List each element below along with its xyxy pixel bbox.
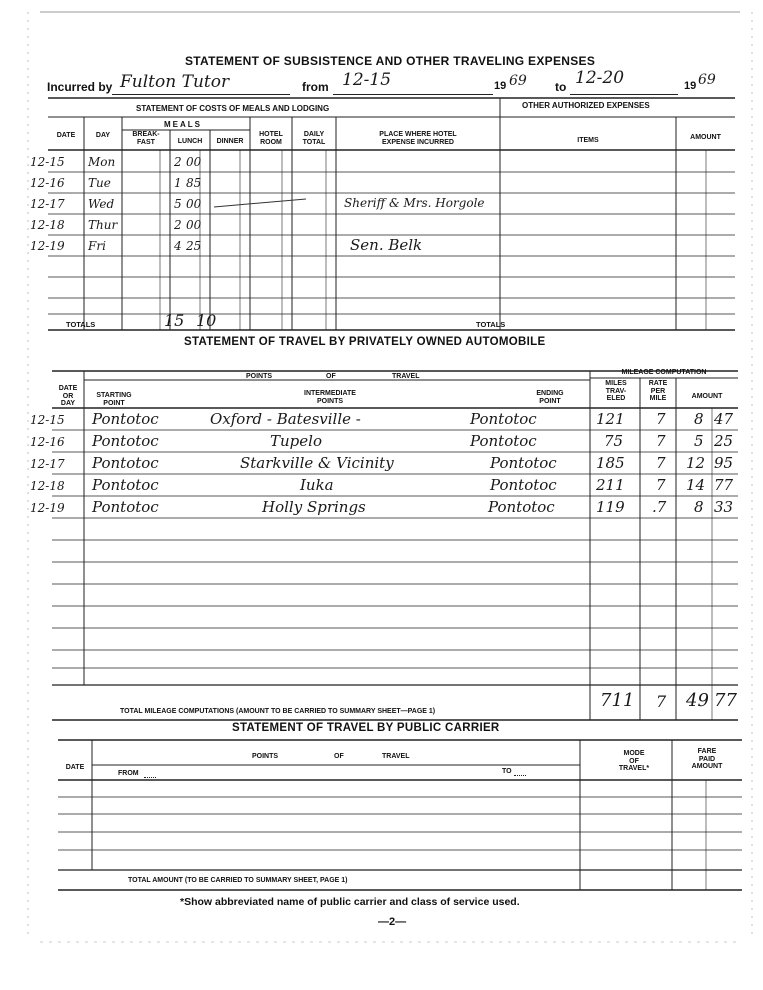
auto-total-label: TOTAL MILEAGE COMPUTATIONS (AMOUNT TO BE CARRIED TO SUMMARY SHEET—PAGE 1) — [120, 708, 436, 715]
auto-row-4-rate[interactable]: 7 — [656, 476, 666, 494]
carrier-section-title: STATEMENT OF TRAVEL BY PUBLIC CARRIER — [232, 722, 500, 734]
meal-row-5-day[interactable]: Fri — [88, 239, 106, 253]
col-daily-total-header: DAILY TOTAL — [302, 131, 326, 146]
auto-col-end-header: ENDING POINT — [536, 390, 564, 405]
meal-row-1-lunch-cents[interactable]: 00 — [186, 155, 202, 169]
auto-row-1-intermediate[interactable]: Oxford - Batesville - — [210, 410, 361, 428]
auto-row-5-miles[interactable]: 119 — [596, 498, 625, 516]
meal-row-3-lunch-cents[interactable]: 00 — [186, 197, 202, 211]
auto-row-1-end[interactable]: Pontotoc — [470, 410, 537, 428]
col-items-header: ITEMS — [577, 137, 599, 144]
col-lunch-header: LUNCH — [177, 138, 203, 145]
meal-row-1-lunch-dollars[interactable]: 2 — [174, 155, 182, 169]
col-dinner-header: DINNER — [216, 138, 244, 145]
mileage-computation-header: MILEAGE COMPUTATION — [621, 369, 707, 376]
auto-row-5-start[interactable]: Pontotoc — [92, 498, 159, 516]
auto-row-1-amount-cents[interactable]: 47 — [714, 410, 734, 428]
from-label: from — [302, 80, 329, 94]
auto-row-2-amount-cents[interactable]: 25 — [714, 432, 734, 450]
auto-row-4-date[interactable]: 12-18 — [30, 479, 65, 493]
col-date-header: DATE — [56, 132, 76, 139]
auto-points-label: POINTS — [246, 373, 273, 380]
auto-col-rate-header: RATE PER MILE — [648, 380, 668, 402]
carrier-total-label: TOTAL AMOUNT (TO BE CARRIED TO SUMMARY SHEET, PAGE 1) — [128, 877, 348, 884]
carrier-travel-label: TRAVEL — [382, 753, 410, 760]
auto-row-2-date[interactable]: 12-16 — [30, 435, 65, 449]
meal-row-5-lunch-dollars[interactable]: 4 — [174, 239, 182, 253]
auto-row-4-end[interactable]: Pontotoc — [490, 476, 557, 494]
other-totals-label: TOTALS — [476, 320, 506, 329]
meal-row-4-lunch-cents[interactable]: 00 — [186, 218, 202, 232]
auto-row-3-intermediate[interactable]: Starkville & Vicinity — [240, 454, 394, 472]
auto-of-label: OF — [326, 373, 336, 380]
meal-row-3-place[interactable]: Sheriff & Mrs. Horgole — [344, 196, 485, 210]
auto-row-5-end[interactable]: Pontotoc — [488, 498, 555, 516]
col-hotel-header: HOTEL ROOM — [259, 131, 283, 146]
footer-note: *Show abbreviated name of public carrier and class of service used. — [180, 896, 520, 908]
col-amount-header: AMOUNT — [690, 134, 721, 141]
meal-row-4-lunch-dollars[interactable]: 2 — [174, 218, 182, 232]
auto-row-2-rate[interactable]: 7 — [656, 432, 666, 450]
auto-total-rate[interactable]: 7 — [656, 692, 667, 711]
from-date-value[interactable]: 12-15 — [342, 70, 392, 90]
meals-section-title: STATEMENT OF COSTS OF MEALS AND LODGING — [136, 104, 330, 113]
auto-col-date-header: DATE OR DAY — [58, 385, 78, 407]
auto-total-miles[interactable]: 711 — [600, 690, 635, 711]
meal-row-4-day[interactable]: Thur — [88, 218, 118, 232]
auto-row-2-start[interactable]: Pontotoc — [92, 432, 159, 450]
col-day-header: DAY — [95, 132, 111, 139]
to-label: to — [555, 80, 567, 94]
auto-row-4-miles[interactable]: 211 — [596, 476, 625, 494]
to-year-value[interactable]: 69 — [698, 72, 716, 88]
meal-row-2-lunch-dollars[interactable]: 1 — [174, 176, 182, 190]
carrier-points-label: POINTS — [252, 753, 279, 760]
page-number: —2— — [378, 916, 407, 928]
auto-row-5-date[interactable]: 12-19 — [30, 501, 65, 515]
meals-totals-label: TOTALS — [66, 320, 96, 329]
auto-row-5-amount-dollars[interactable]: 8 — [694, 498, 704, 516]
to-date-value[interactable]: 12-20 — [575, 68, 625, 88]
auto-row-4-start[interactable]: Pontotoc — [92, 476, 159, 494]
auto-row-3-amount-dollars[interactable]: 12 — [686, 454, 706, 472]
auto-travel-label: TRAVEL — [392, 373, 420, 380]
meal-row-5-place[interactable]: Sen. Belk — [350, 236, 423, 254]
auto-row-1-miles[interactable]: 121 — [596, 410, 625, 428]
incurred-by-value[interactable]: Fulton Tutor — [120, 72, 230, 92]
auto-row-1-rate[interactable]: 7 — [656, 410, 666, 428]
carrier-col-mode-header: MODE OF TRAVEL* — [618, 750, 650, 772]
incurred-by-label: Incurred by — [47, 80, 113, 94]
to-year-prefix: 19 — [684, 80, 697, 92]
meal-row-3-day[interactable]: Wed — [88, 197, 115, 211]
auto-row-3-rate[interactable]: 7 — [656, 454, 666, 472]
auto-col-amount-header: AMOUNT — [691, 393, 723, 400]
meal-row-3-date[interactable]: 12-17 — [30, 197, 65, 211]
carrier-col-date-header: DATE — [65, 764, 85, 771]
carrier-from-label: FROM — [118, 770, 139, 777]
auto-row-4-intermediate[interactable]: Iuka — [300, 476, 334, 494]
auto-total-cents[interactable]: 77 — [714, 690, 737, 711]
auto-row-4-amount-cents[interactable]: 77 — [714, 476, 734, 494]
form-title: STATEMENT OF SUBSISTENCE AND OTHER TRAVELING EXPENSES — [185, 54, 596, 68]
auto-row-3-start[interactable]: Pontotoc — [92, 454, 159, 472]
carrier-of-label: OF — [334, 753, 344, 760]
meal-row-1-day[interactable]: Mon — [88, 155, 116, 169]
auto-row-3-date[interactable]: 12-17 — [30, 457, 65, 471]
auto-section-title: STATEMENT OF TRAVEL BY PRIVATELY OWNED AUTOMOBILE — [184, 336, 546, 348]
auto-total-dollars[interactable]: 49 — [686, 690, 709, 711]
auto-row-4-amount-dollars[interactable]: 14 — [686, 476, 706, 494]
col-breakfast-header: BREAK- FAST — [132, 131, 160, 146]
meals-total-cents[interactable]: 10 — [196, 311, 217, 330]
auto-row-1-start[interactable]: Pontotoc — [92, 410, 159, 428]
auto-row-1-date[interactable]: 12-15 — [30, 413, 65, 427]
auto-row-2-amount-dollars[interactable]: 5 — [694, 432, 704, 450]
auto-row-2-intermediate[interactable]: Tupelo — [270, 432, 322, 450]
from-year-value[interactable]: 69 — [509, 73, 527, 89]
auto-col-intermediate-header: INTERMEDIATE POINTS — [304, 390, 356, 405]
auto-row-5-rate[interactable]: .7 — [652, 498, 667, 516]
meal-row-5-lunch-cents[interactable]: 25 — [186, 239, 202, 253]
meal-row-2-day[interactable]: Tue — [88, 176, 111, 190]
auto-row-1-amount-dollars[interactable]: 8 — [694, 410, 704, 428]
auto-row-3-miles[interactable]: 185 — [596, 454, 625, 472]
auto-col-miles-header: MILES TRAV- ELED — [605, 380, 627, 402]
other-expenses-title: OTHER AUTHORIZED EXPENSES — [522, 101, 650, 110]
carrier-col-fare-header: FARE PAID AMOUNT — [691, 748, 723, 770]
meal-row-4-date[interactable]: 12-18 — [30, 218, 65, 232]
col-place-header: PLACE WHERE HOTEL EXPENSE INCURRED — [379, 131, 457, 146]
auto-row-2-miles[interactable]: 75 — [604, 432, 624, 450]
meal-row-5-date[interactable]: 12-19 — [30, 239, 65, 253]
auto-row-2-end[interactable]: Pontotoc — [470, 432, 537, 450]
auto-row-3-end[interactable]: Pontotoc — [490, 454, 557, 472]
meals-total-dollars[interactable]: 15 — [164, 311, 185, 330]
meal-row-2-date[interactable]: 12-16 — [30, 176, 65, 190]
meal-row-2-lunch-cents[interactable]: 85 — [186, 176, 202, 190]
meal-row-3-lunch-dollars[interactable]: 5 — [174, 197, 182, 211]
meal-row-1-date[interactable]: 12-15 — [30, 155, 65, 169]
auto-row-5-amount-cents[interactable]: 33 — [714, 498, 734, 516]
auto-row-3-amount-cents[interactable]: 95 — [714, 454, 734, 472]
auto-col-start-header: STARTING POINT — [96, 392, 132, 407]
from-year-prefix: 19 — [494, 80, 507, 92]
auto-row-5-intermediate[interactable]: Holly Springs — [262, 498, 366, 516]
meals-group-header: MEALS — [164, 120, 202, 129]
carrier-to-label: TO — [502, 768, 512, 775]
